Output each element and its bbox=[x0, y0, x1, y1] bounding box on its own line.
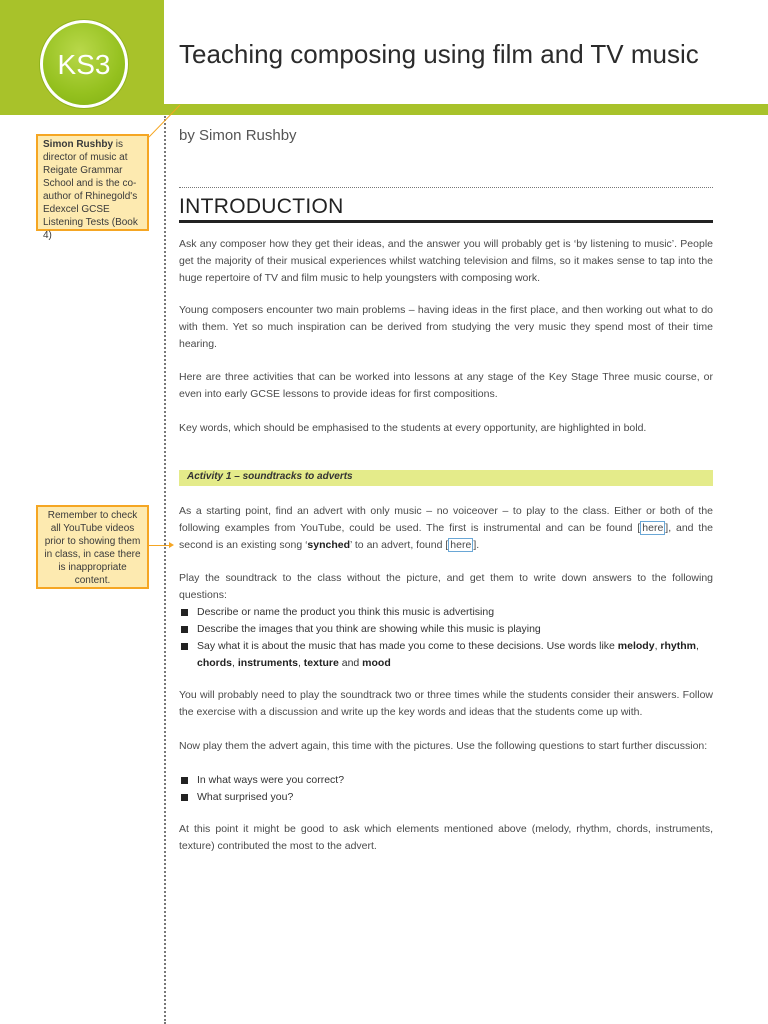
text-span: As a starting point, find an advert with only music – no voiceover – to play to the class. Either or both of the following examples from YouTube, could be used. The first is instrumental and can be found [ bbox=[179, 505, 713, 534]
activity-paragraph-2: Play the soundtrack to the class without the picture, and get them to write down answers to the following questions: bbox=[179, 572, 713, 601]
list-item bbox=[179, 621, 713, 638]
text-span: ’ to an advert, found [ bbox=[350, 539, 449, 551]
section-dotted-rule bbox=[179, 187, 713, 188]
list-item-text: Say what it is about the music that has made you come to these decisions. Use words like bbox=[197, 640, 618, 652]
list-item bbox=[179, 772, 713, 789]
keyword-chords: chords bbox=[197, 657, 233, 669]
keyword-melody: melody bbox=[617, 640, 655, 652]
bullet-square-icon bbox=[181, 609, 188, 616]
bullet-square-icon bbox=[181, 626, 188, 633]
margin-dotted-divider bbox=[164, 116, 166, 1024]
keyword-rhythm: rhythm bbox=[660, 640, 696, 652]
intro-paragraph-2: Young composers encounter two main problems – having ideas in the first place, and then working out what to do with them. Yet so much inspiration can be derived from studying the very music they spend most of their time hearing. bbox=[179, 304, 713, 350]
keyword-mood: mood bbox=[362, 657, 391, 669]
introduction-heading: INTRODUCTION bbox=[179, 195, 344, 218]
ks3-badge bbox=[40, 20, 128, 108]
activity-paragraph-5: At this point it might be good to ask which elements mentioned above (melody, rhythm, chords, instruments, texture) contributed the most to the advert. bbox=[179, 823, 713, 852]
list-item bbox=[179, 789, 713, 806]
activity-paragraph-1 bbox=[179, 503, 713, 554]
bullet-square-icon bbox=[181, 643, 188, 650]
bullet-square-icon bbox=[181, 777, 188, 784]
list-item bbox=[179, 638, 713, 672]
text-span: ]. bbox=[473, 539, 480, 551]
youtube-link-1[interactable]: here bbox=[642, 522, 664, 534]
youtube-connector-line bbox=[149, 545, 171, 546]
author-bio: is director of music at Reigate Grammar School and is the co-author of Rhinegold's Edexcel GCSE Listening Tests (Book 4) bbox=[43, 139, 138, 241]
activity-paragraph-4: Now play them the advert again, this time with the pictures. Use the following questions to start further discussion: bbox=[179, 740, 708, 752]
connector-arrow-icon bbox=[169, 542, 174, 548]
page-title: Teaching composing using film and TV music bbox=[179, 39, 699, 69]
youtube-link-2[interactable]: here bbox=[450, 539, 472, 551]
question-list-2 bbox=[179, 772, 713, 806]
list-item-text: What surprised you? bbox=[197, 791, 294, 803]
text-span: , bbox=[696, 640, 699, 652]
byline: by Simon Rushby bbox=[179, 127, 297, 144]
activity-paragraph-3: You will probably need to play the soundtrack two or three times while the students consider their answers. Follow the exercise with a discussion and write up the key words and ideas that the students come up with. bbox=[179, 689, 713, 718]
question-list-1 bbox=[179, 604, 713, 672]
keyword-synched: synched bbox=[307, 539, 351, 551]
list-item-text: Describe the images that you think are showing while this music is playing bbox=[197, 623, 541, 635]
author-connector-line bbox=[149, 104, 181, 138]
list-item-text: Describe or name the product you think this music is advertising bbox=[197, 606, 495, 618]
text-span: and bbox=[338, 657, 363, 669]
introduction-rule bbox=[179, 220, 713, 223]
author-sidenote bbox=[36, 134, 149, 241]
keyword-texture: texture bbox=[303, 657, 339, 669]
activity-1-heading: Activity 1 – soundtracks to adverts bbox=[187, 471, 353, 482]
badge-label: KS3 bbox=[57, 49, 111, 80]
text-span: , bbox=[297, 657, 304, 669]
author-name: Simon Rushby bbox=[43, 139, 114, 150]
activity-1-heading-bar bbox=[179, 470, 713, 486]
text-span: , bbox=[654, 640, 661, 652]
text-span: , bbox=[232, 657, 238, 669]
list-item-text: In what ways were you correct? bbox=[197, 774, 345, 786]
header-green-bar bbox=[164, 104, 768, 115]
list-item bbox=[179, 604, 713, 621]
keyword-instruments: instruments bbox=[237, 657, 298, 669]
intro-paragraph-3: Here are three activities that can be worked into lessons at any stage of the Key Stage Three music course, or even into early GCSE lessons to provide ideas for first compositions. bbox=[179, 371, 713, 400]
intro-paragraph-1: Ask any composer how they get their ideas, and the answer you will probably get is ‘by listening to music’. People get the majority of their musical experiences whilst watching television and films, so it makes sense to tap into the huge repertoire of TV and film music to help youngsters with composing work. bbox=[179, 238, 713, 284]
text-span: ], and the second is an existing song ‘ bbox=[179, 522, 713, 551]
intro-paragraph-4: Key words, which should be emphasised to the students at every opportunity, are highlighted in bold. bbox=[179, 422, 647, 434]
bullet-square-icon bbox=[181, 794, 188, 801]
youtube-sidenote: Remember to check all YouTube videos prior to showing them in class, in case there is inappropriate content. bbox=[36, 505, 149, 589]
